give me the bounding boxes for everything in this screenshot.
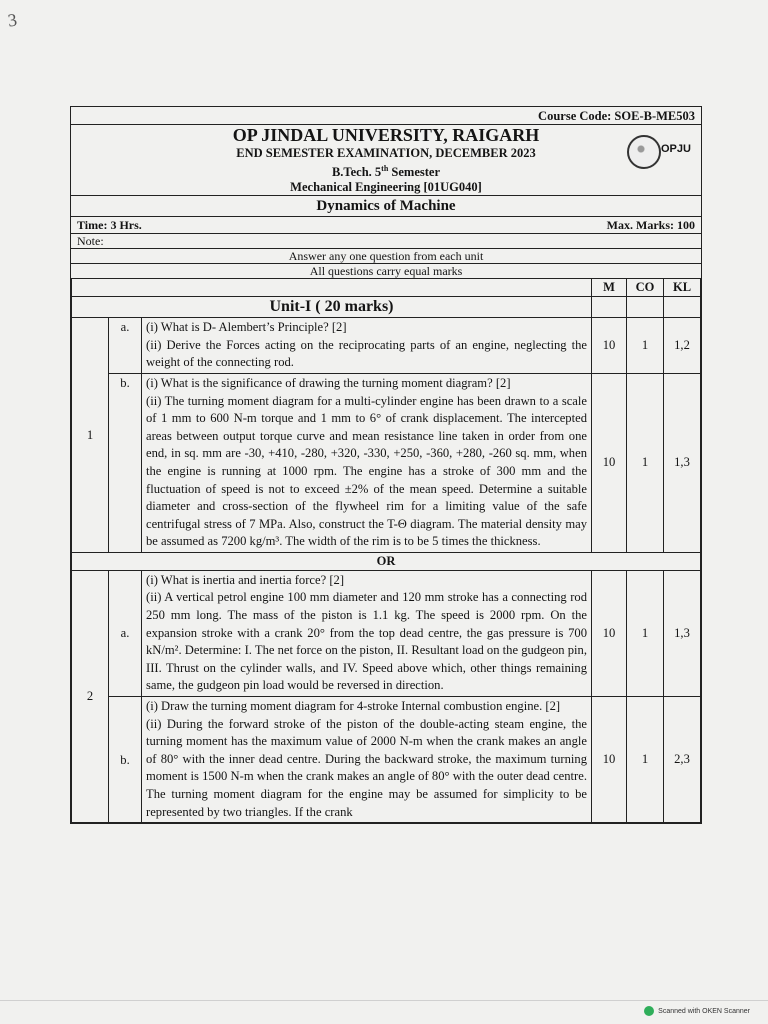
scanner-watermark (644, 1006, 750, 1016)
course-outcome: 1 (627, 318, 664, 374)
instruction-item: All questions carry equal marks (71, 263, 701, 278)
marks: 10 (592, 697, 627, 823)
marks: 10 (592, 373, 627, 552)
questions-table (71, 278, 701, 823)
page-number-mark: 3 (6, 9, 19, 31)
note-label: Note: (71, 233, 701, 248)
knowledge-level: 1,2 (664, 318, 701, 374)
or-row (72, 552, 701, 570)
sub-question-label: b. (109, 373, 142, 552)
table-row (72, 697, 701, 823)
unit-title: Unit-I ( 20 marks) (72, 297, 592, 318)
question-text: (i) What is inertia and inertia force? [2] (ii) A vertical petrol engine 100 mm diameter and 120 mm stroke has a connecting rod 250 mm long. The mass of the piston is 1.1 kg. The speed is 2000 rpm. On the expansion stroke with a crank 20° from the top dead centre, the gas pressure is 700 kN/m². Determine: I. The net force on the piston, II. Resultant load on the gudgeon pin, III. Thrust on the cylinder walls, and IV. Speed above which, other things remaining same, the gudgeon pin load would be reversed in direction. (142, 570, 592, 696)
exam-title: END SEMESTER EXAMINATION, DECEMBER 2023 (236, 146, 536, 160)
marks: 10 (592, 570, 627, 696)
sub-question-label: a. (109, 570, 142, 696)
semester: B.Tech. 5th Semester (331, 164, 441, 180)
table-row (72, 373, 701, 552)
globe-icon (627, 135, 661, 169)
col-m: M (592, 279, 627, 297)
question-number: 2 (72, 570, 109, 822)
knowledge-level: 1,3 (664, 570, 701, 696)
question-number: 1 (72, 318, 109, 553)
table-row (72, 570, 701, 696)
instruction-item: Answer any one question from each unit (288, 249, 484, 264)
university-name: OP JINDAL UNIVERSITY, RAIGARH (232, 125, 540, 145)
col-kl: KL (664, 279, 701, 297)
instructions (71, 248, 701, 278)
course-outcome: 1 (627, 697, 664, 823)
table-row (72, 318, 701, 374)
course-outcome: 1 (627, 570, 664, 696)
time-marks-row (71, 216, 701, 233)
marks: 10 (592, 318, 627, 374)
scanner-icon (644, 1006, 654, 1016)
scanner-text: Scanned with OKEN Scanner (658, 1007, 750, 1015)
unit-heading-row (72, 297, 701, 318)
question-text: (i) What is D- Alembert’s Principle? [2] (ii) Derive the Forces acting on the reciprocating parts of an engine, neglecting the weight of the connecting rod. (142, 318, 592, 374)
max-marks-label: Max. Marks: 100 (606, 218, 695, 233)
page-bottom-edge (0, 1000, 768, 1001)
subject-title: Dynamics of Machine (71, 195, 701, 216)
or-separator: OR (72, 552, 701, 570)
column-header-row (72, 279, 701, 297)
paper-header (71, 107, 701, 216)
question-paper (70, 106, 702, 824)
sub-question-label: b. (109, 697, 142, 823)
question-text: (i) What is the significance of drawing the turning moment diagram? [2] (ii) The turning moment diagram for a multi-cylinder engine has been drawn to a scale of 1 mm to 600 N-m torque and 1 mm to 6° of crank displacement. The intercepted areas between output torque curve and mean resistance line taken in order from one end, in sq. mm are -30, +410, -280, +320, -330, +250, -360, +280, -260 sq. mm, when the engine is running at 1000 rpm. The engine has a stroke of 300 mm and the fluctuation of speed is not to exceed ±2% of the mean speed. Determine a suitable diameter and cross-section of the flywheel rim for a limiting value of the safe centrifugal stress of 7 MPa. Also, construct the T-Θ diagram. The material density may be assumed as 7200 kg/m³. The width of the rim is to be 5 times the thickness. (142, 373, 592, 552)
time-label: Time: 3 Hrs. (77, 218, 142, 233)
col-co: CO (627, 279, 664, 297)
knowledge-level: 2,3 (664, 697, 701, 823)
knowledge-level: 1,3 (664, 373, 701, 552)
course-code: Course Code: SOE-B-ME503 (71, 107, 701, 125)
branch: Mechanical Engineering [01UG040] (290, 180, 482, 195)
sub-question-label: a. (109, 318, 142, 374)
question-text: (i) Draw the turning moment diagram for 4-stroke Internal combustion engine. [2] (ii) During the forward stroke of the piston of the double-acting steam engine, the turning moment has the maximum value of 2000 N-m when the crank makes an angle of 80° with the inner dead centre. During the backward stroke, the maximum turning moment is 1500 N-m when the crank makes an angle of 80° with the outer dead centre. The turning moment diagram for the engine may be assumed for simplicity to be represented by two triangles. If the crank (142, 697, 592, 823)
university-logo: OPJU (627, 133, 691, 179)
course-outcome: 1 (627, 373, 664, 552)
